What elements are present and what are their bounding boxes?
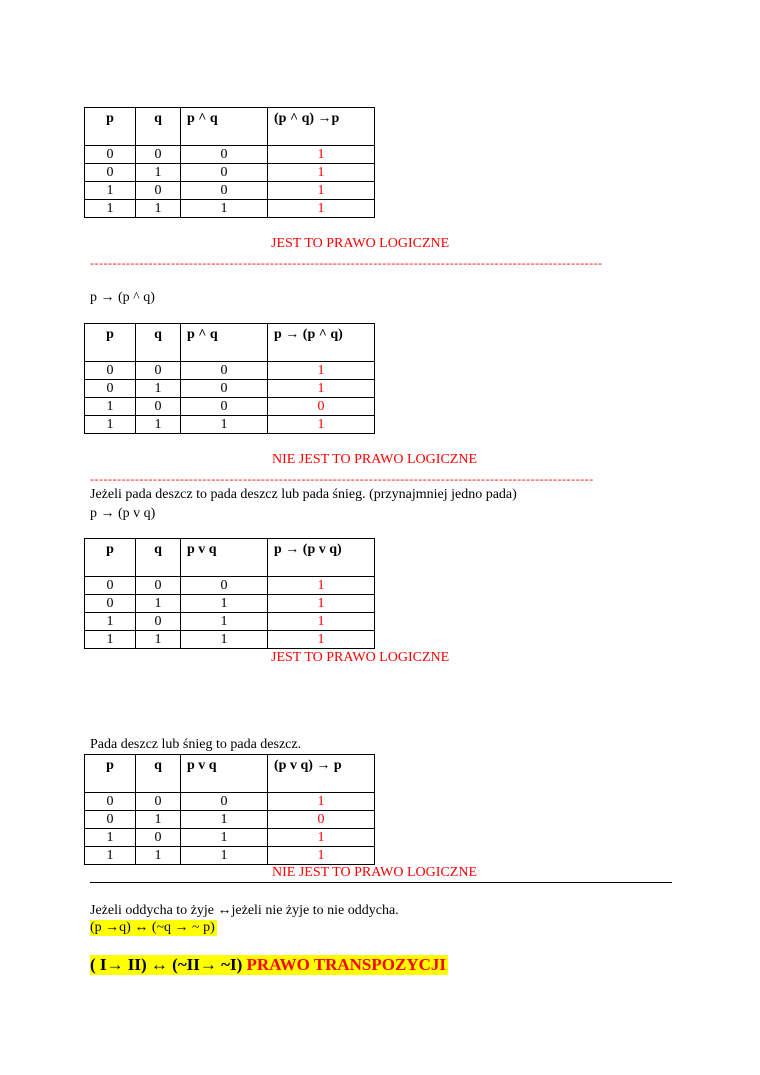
transposition-law xyxy=(90,955,448,975)
result-cell: 1 xyxy=(268,793,375,811)
table-cell: 0 xyxy=(181,577,268,595)
result-cell: 1 xyxy=(268,847,375,865)
header-cell: q xyxy=(136,755,181,793)
law-formula: ( I→ II) ↔ (~II→ ~I) xyxy=(90,955,247,974)
table-cell: 0 xyxy=(85,146,136,164)
table-cell: 1 xyxy=(181,829,268,847)
verdict-2: NIE JEST TO PRAWO LOGICZNE xyxy=(272,452,477,467)
table-row xyxy=(85,398,375,416)
table-row xyxy=(85,380,375,398)
table-cell: 0 xyxy=(85,811,136,829)
table-cell: 0 xyxy=(181,793,268,811)
sentence-5: Jeżeli oddycha to żyje ↔jeżeli nie żyje to nie oddycha. xyxy=(90,903,399,918)
header-cell: p ^ q xyxy=(181,108,268,146)
header-cell: p xyxy=(85,108,136,146)
table-cell: 0 xyxy=(85,380,136,398)
table-row xyxy=(85,631,375,649)
header-cell: (p ^ q) →p xyxy=(268,108,375,146)
table-cell: 1 xyxy=(85,613,136,631)
table-cell: 0 xyxy=(136,398,181,416)
table-row xyxy=(85,793,375,811)
table-cell: 0 xyxy=(85,577,136,595)
table-cell: 0 xyxy=(181,182,268,200)
result-cell: 1 xyxy=(268,613,375,631)
header-cell: q xyxy=(136,108,181,146)
formula-3: p → (p v q) xyxy=(90,506,156,521)
table-cell: 0 xyxy=(85,362,136,380)
table-cell: 1 xyxy=(136,595,181,613)
header-cell: p → (p ^ q) xyxy=(268,324,375,362)
table-cell: 1 xyxy=(136,380,181,398)
result-cell: 1 xyxy=(268,631,375,649)
truth-table-1 xyxy=(84,107,375,218)
table-cell: 1 xyxy=(181,613,268,631)
table-cell: 0 xyxy=(181,146,268,164)
sentence-4: Pada deszcz lub śnieg to pada deszcz. xyxy=(90,737,302,752)
table-cell: 1 xyxy=(136,847,181,865)
header-cell: p ^ q xyxy=(181,324,268,362)
table-cell: 1 xyxy=(136,631,181,649)
table-cell: 1 xyxy=(85,398,136,416)
verdict-4: NIE JEST TO PRAWO LOGICZNE xyxy=(272,865,477,880)
header-cell: p xyxy=(85,539,136,577)
table-cell: 0 xyxy=(136,829,181,847)
table-cell: 1 xyxy=(136,416,181,434)
header-cell: q xyxy=(136,539,181,577)
table-row xyxy=(85,182,375,200)
table-cell: 1 xyxy=(136,200,181,218)
header-cell: (p v q) → p xyxy=(268,755,375,793)
table-cell: 1 xyxy=(85,200,136,218)
table-cell: 1 xyxy=(85,847,136,865)
table-cell: 1 xyxy=(136,164,181,182)
result-cell: 1 xyxy=(268,182,375,200)
table-row xyxy=(85,595,375,613)
table-cell: 0 xyxy=(136,793,181,811)
table-row xyxy=(85,847,375,865)
table-cell: 1 xyxy=(85,631,136,649)
table-cell: 0 xyxy=(85,793,136,811)
table-row xyxy=(85,811,375,829)
table-cell: 1 xyxy=(85,416,136,434)
table-cell: 0 xyxy=(136,577,181,595)
table-cell: 1 xyxy=(181,595,268,613)
table-row xyxy=(85,146,375,164)
result-cell: 1 xyxy=(268,416,375,434)
table-row xyxy=(85,164,375,182)
header-cell: q xyxy=(136,324,181,362)
law-name: PRAWO TRANSPOZYCJI xyxy=(246,955,446,974)
header-cell: p v q xyxy=(181,539,268,577)
table-cell: 1 xyxy=(181,416,268,434)
verdict-3: JEST TO PRAWO LOGICZNE xyxy=(271,650,450,665)
dashed-separator-2: ---------------------------------------------------------------------------------------------------------------- xyxy=(90,472,594,486)
result-cell: 1 xyxy=(268,362,375,380)
sentence-3: Jeżeli pada deszcz to pada deszcz lub pada śnieg. (przynajmniej jedno pada) xyxy=(90,487,517,502)
dashed-separator-1: ------------------------------------------------------------------------------------------------------------------ xyxy=(90,256,603,270)
table-cell: 0 xyxy=(181,164,268,182)
table-cell: 1 xyxy=(181,811,268,829)
result-cell: 1 xyxy=(268,829,375,847)
table-cell: 0 xyxy=(85,595,136,613)
table-cell: 0 xyxy=(136,182,181,200)
table-cell: 0 xyxy=(181,362,268,380)
table-row xyxy=(85,577,375,595)
table-cell: 1 xyxy=(181,200,268,218)
result-cell: 1 xyxy=(268,164,375,182)
table-row xyxy=(85,829,375,847)
verdict-1: JEST TO PRAWO LOGICZNE xyxy=(271,236,450,251)
table-cell: 0 xyxy=(136,613,181,631)
table-cell: 1 xyxy=(85,829,136,847)
result-cell: 1 xyxy=(268,146,375,164)
table-cell: 0 xyxy=(85,164,136,182)
table-cell: 1 xyxy=(181,847,268,865)
header-cell: p v q xyxy=(181,755,268,793)
truth-table-2 xyxy=(84,323,375,434)
result-cell: 0 xyxy=(268,811,375,829)
result-cell: 1 xyxy=(268,577,375,595)
header-cell: p → (p v q) xyxy=(268,539,375,577)
result-cell: 1 xyxy=(268,380,375,398)
formula-5-highlighted: (p →q) ↔ (~q → ~ p) xyxy=(90,920,215,935)
table-cell: 1 xyxy=(181,631,268,649)
table-cell: 1 xyxy=(85,182,136,200)
table-cell: 0 xyxy=(181,398,268,416)
formula-2: p → (p ^ q) xyxy=(90,290,155,305)
result-cell: 1 xyxy=(268,200,375,218)
table-cell: 0 xyxy=(136,362,181,380)
header-cell: p xyxy=(85,324,136,362)
result-cell: 1 xyxy=(268,595,375,613)
table-cell: 0 xyxy=(136,146,181,164)
header-cell: p xyxy=(85,755,136,793)
table-row xyxy=(85,362,375,380)
truth-table-4 xyxy=(84,754,375,865)
truth-table-3 xyxy=(84,538,375,649)
table-cell: 0 xyxy=(181,380,268,398)
result-cell: 0 xyxy=(268,398,375,416)
table-row xyxy=(85,416,375,434)
table-cell: 1 xyxy=(136,811,181,829)
horizontal-rule xyxy=(90,882,672,883)
table-row xyxy=(85,200,375,218)
table-row xyxy=(85,613,375,631)
